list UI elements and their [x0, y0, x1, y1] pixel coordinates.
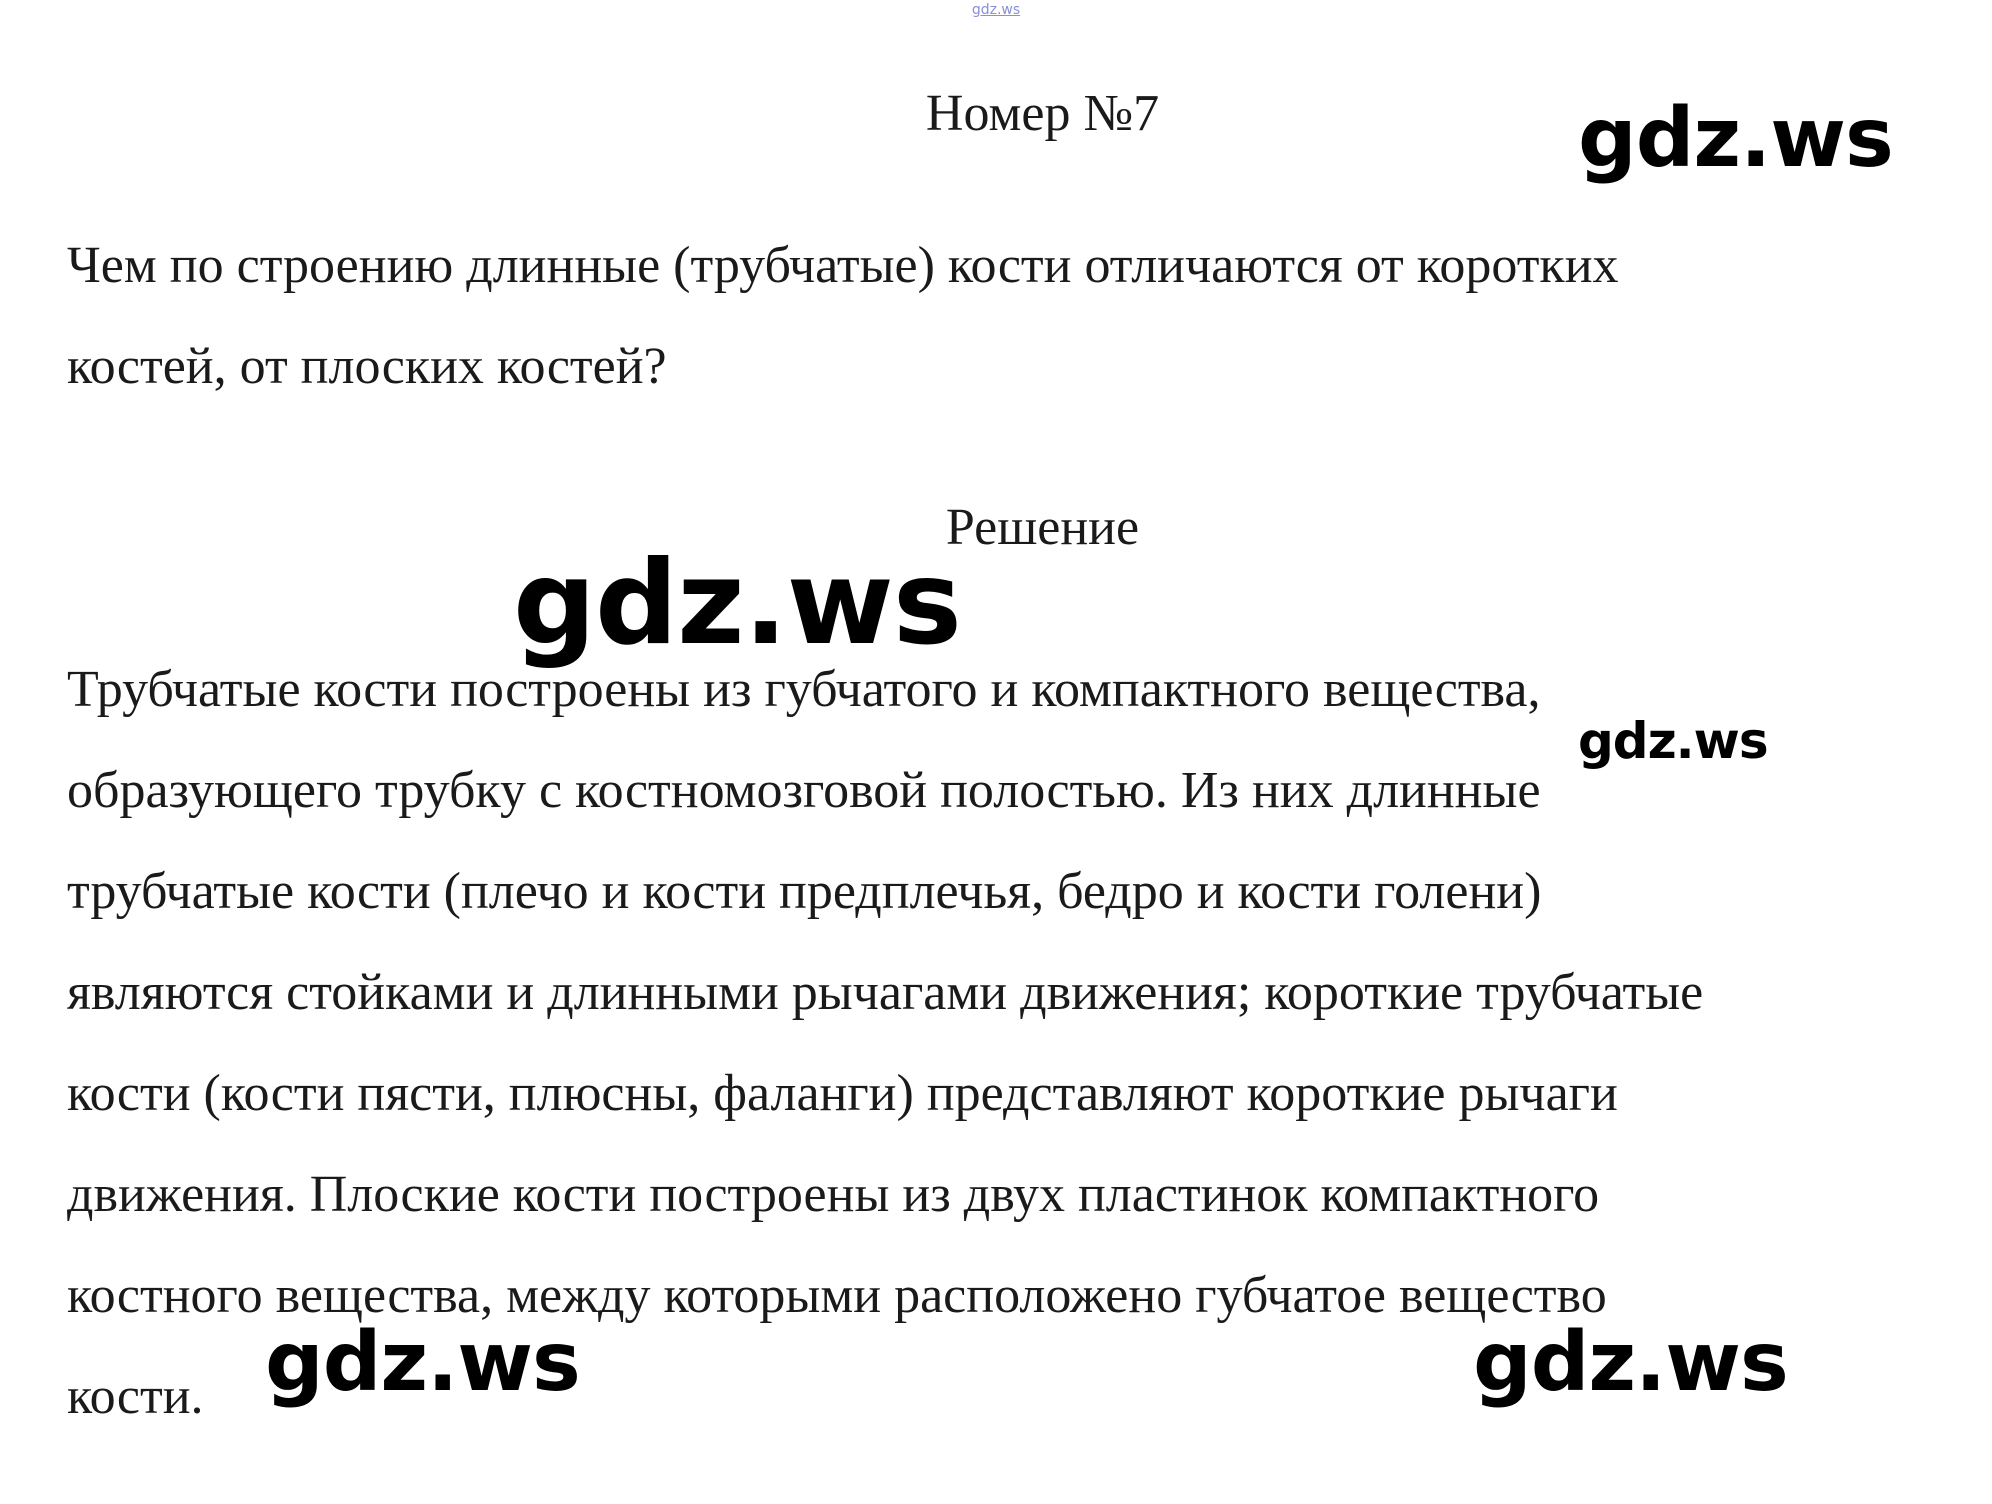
watermark-logo: gdz.ws — [1473, 1315, 1788, 1410]
watermark-logo: gdz.ws — [513, 536, 961, 671]
site-link[interactable]: gdz.ws — [971, 2, 1021, 18]
watermark-logo: gdz.ws — [1578, 712, 1768, 770]
watermark-logo: gdz.ws — [265, 1315, 580, 1410]
question-text: Чем по строению длинные (трубчатые) кости отличаются от коротких костей, от плоских костей? — [67, 237, 1619, 395]
watermark-logo: gdz.ws — [1578, 91, 1893, 186]
answer-text: Трубчатые кости построены из губчатого и компактного вещества, образующего трубку с костномозговой полостью. Из них длинные трубчатые кости (плечо и кости предплечья, бедро и кости голени) являются стойками и длинными рычагами движения; короткие трубчатые кости (кости пясти, плюсны, фаланги) представляют короткие рычаги движения. Плоские кости построены из двух пластинок компактного костного вещества, между которыми расположено губчатое вещество кости. — [67, 661, 1704, 1425]
page-title: Номер №7 — [925, 85, 1160, 142]
solution-heading: Решение — [945, 499, 1140, 556]
